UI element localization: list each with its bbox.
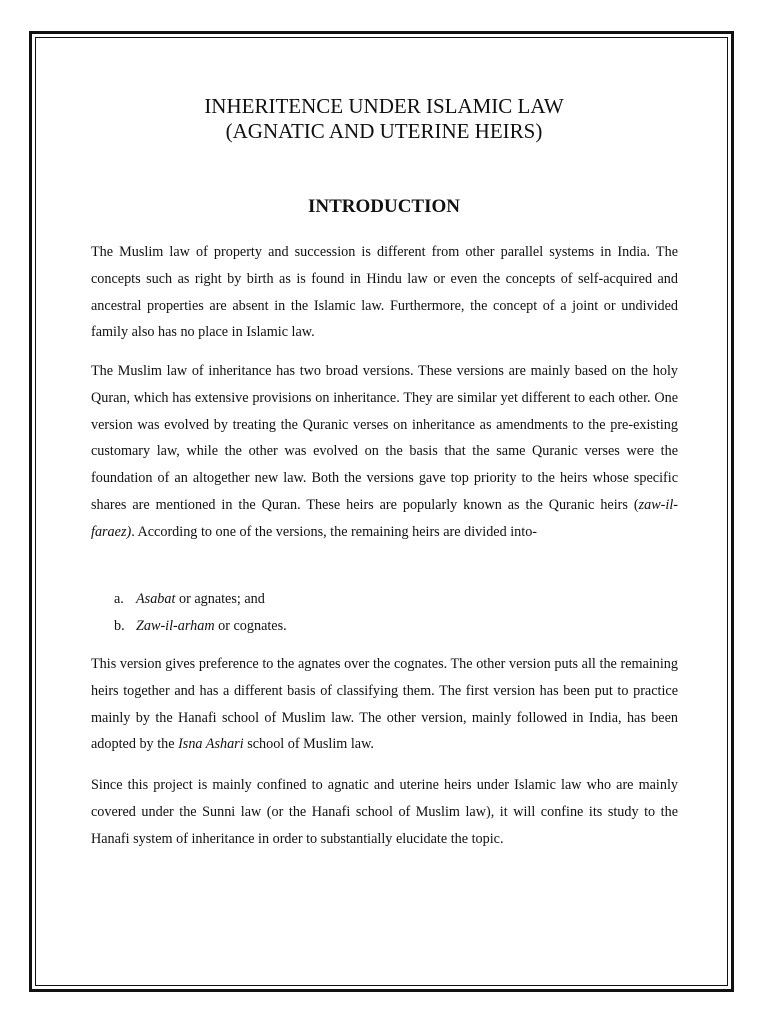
heirs-list — [114, 586, 287, 639]
paragraph-3-text-end: school of Muslim law. — [243, 736, 374, 753]
paragraph-2 — [91, 358, 678, 546]
paragraph-2-italic: zaw-il-faraez) — [91, 496, 678, 540]
paragraph-4: Since this project is mainly confined to agnatic and uterine heirs under Islamic law who are mainly covered under the Sunni law (or the Hanafi school of Muslim law), it will confine its study to the Hanafi system of inheritance in order to substantially elucidate the topic. — [91, 777, 678, 847]
list-item — [114, 586, 287, 613]
paragraph-3-text: This version gives preference to the agnates over the cognates. The other version puts all the remaining heirs together and has a different basis of classifying them. The first version has been put to practice mainly by the Hanafi school of Muslim law. The other version, mainly followed in India, has been adopted by the — [91, 656, 678, 753]
section-heading: INTRODUCTION — [307, 196, 461, 217]
paragraph-2-text-end: . According to one of the versions, the remaining heirs are divided into- — [131, 523, 538, 540]
document-title — [0, 94, 768, 144]
paragraph-3-italic: Isna Ashari — [178, 736, 244, 753]
paragraph-2-text: The Muslim law of inheritance has two broad versions. These versions are mainly based on the holy Quran, which has extensive provisions on inheritance. They are similar yet different to each other. One version was evolved by treating the Quranic verses on inheritance as amendments to the pre-existing customary law, while the other was evolved on the basis that the same Quranic verses were the foundation of an altogether new law. Both the versions gave top priority to the heirs whose specific shares are mentioned in the Quran. These heirs are popularly known as the Quranic heirs ( — [91, 363, 678, 513]
list-item-text: or cognates. — [214, 617, 287, 634]
title-line-2: (AGNATIC AND UTERINE HEIRS) — [225, 119, 543, 143]
paragraph-3 — [91, 651, 678, 758]
title-line-1: INHERITENCE UNDER ISLAMIC LAW — [204, 94, 564, 118]
list-item — [114, 613, 287, 640]
list-marker: a. — [114, 591, 124, 607]
list-marker: b. — [114, 617, 125, 634]
list-item-term: Asabat — [136, 591, 176, 607]
list-item-term: Zaw-il-arham — [136, 617, 215, 634]
paragraph-1: The Muslim law of property and succession is different from other parallel systems in India. The concepts such as right by birth as is found in Hindu law or even the concepts of self-acquired and ancestral properties are absent in the Islamic law. Furthermore, the concept of a joint or undivided family also has no place in Islamic law. — [91, 244, 678, 341]
list-item-text: or agnates; and — [175, 591, 265, 607]
